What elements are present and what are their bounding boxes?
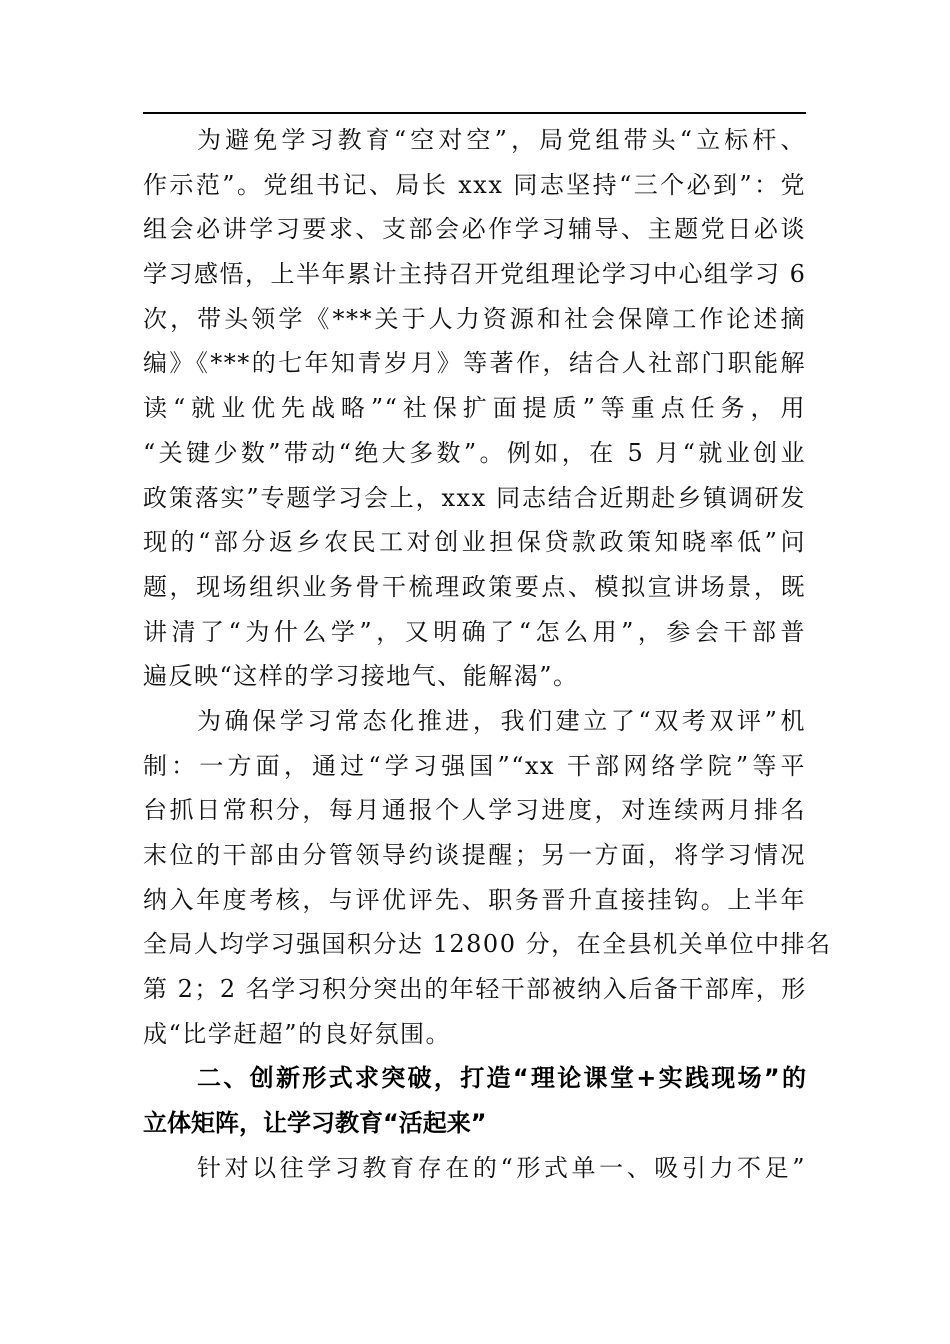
text-line: 全局人均学习强国积分达 12800 分，在全县机关单位中排名 bbox=[143, 930, 832, 959]
paragraph-leadership-example bbox=[143, 118, 806, 699]
text-line: 读“就业优先战略”“社保扩面提质”等重点任务，用 bbox=[143, 394, 806, 423]
text-line: 纳入年度考核，与评优评先、职务晋升直接挂钩。上半年 bbox=[143, 885, 806, 914]
text-line: 为确保学习常态化推进，我们建立了“双考双评”机 bbox=[197, 706, 806, 735]
document-body bbox=[143, 118, 832, 1191]
text-line: 台抓日常积分，每月通报个人学习进度，对连续两月排名 bbox=[143, 796, 806, 825]
text-line: 末位的干部由分管领导约谈提醒；另一方面，将学习情况 bbox=[143, 841, 806, 869]
paragraph-dual-assessment bbox=[143, 699, 832, 1057]
text-line: 组会必讲学习要求、支部会必作学习辅导、主题党日必谈 bbox=[143, 215, 806, 244]
text-line: 次，带头领学《***关于人力资源和社会保障工作论述摘 bbox=[143, 304, 806, 333]
text-line: 政策落实”专题学习会上，xxx 同志结合近期赴乡镇调研发 bbox=[143, 483, 806, 512]
header-rule bbox=[143, 112, 806, 114]
text-line: 第 2；2 名学习积分突出的年轻干部被纳入后备干部库，形 bbox=[143, 975, 807, 1004]
heading-line: 立体矩阵，让学习教育“活起来” bbox=[143, 1109, 487, 1138]
text-line: 作示范”。党组书记、局长 xxx 同志坚持“三个必到”：党 bbox=[143, 170, 806, 199]
text-line: 学习感悟，上半年累计主持召开党组理论学习中心组学习 6 bbox=[143, 260, 807, 289]
text-line: 题，现场组织业务骨干梳理政策要点、模拟宣讲场景，既 bbox=[143, 572, 806, 601]
text-line: 编》《***的七年知青岁月》等著作，结合人社部门职能解 bbox=[143, 349, 806, 378]
text-line: 制：一方面，通过“学习强国”“xx 干部网络学院”等平 bbox=[143, 751, 806, 780]
text-line: 讲清了“为什么学”，又明确了“怎么用”，参会干部普 bbox=[143, 617, 806, 646]
text-line: 现的“部分返乡农民工对创业担保贷款政策知晓率低”问 bbox=[143, 528, 806, 557]
paragraph-innovation-intro bbox=[143, 1146, 806, 1191]
text-line: 遍反映“这样的学习接地气、能解渴”。 bbox=[143, 662, 579, 691]
text-line: 针对以往学习教育存在的“形式单一、吸引力不足” bbox=[197, 1153, 806, 1182]
text-line: “关键少数”带动“绝大多数”。例如，在 5 月“就业创业 bbox=[143, 438, 806, 467]
heading-line: 二、创新形式求突破，打造“理论课堂+实践现场”的 bbox=[197, 1064, 806, 1093]
section-heading-2 bbox=[143, 1056, 806, 1145]
text-line: 为避免学习教育“空对空”，局党组带头“立标杆、 bbox=[197, 126, 806, 154]
text-line: 成“比学赶超”的良好氛围。 bbox=[143, 1019, 452, 1048]
